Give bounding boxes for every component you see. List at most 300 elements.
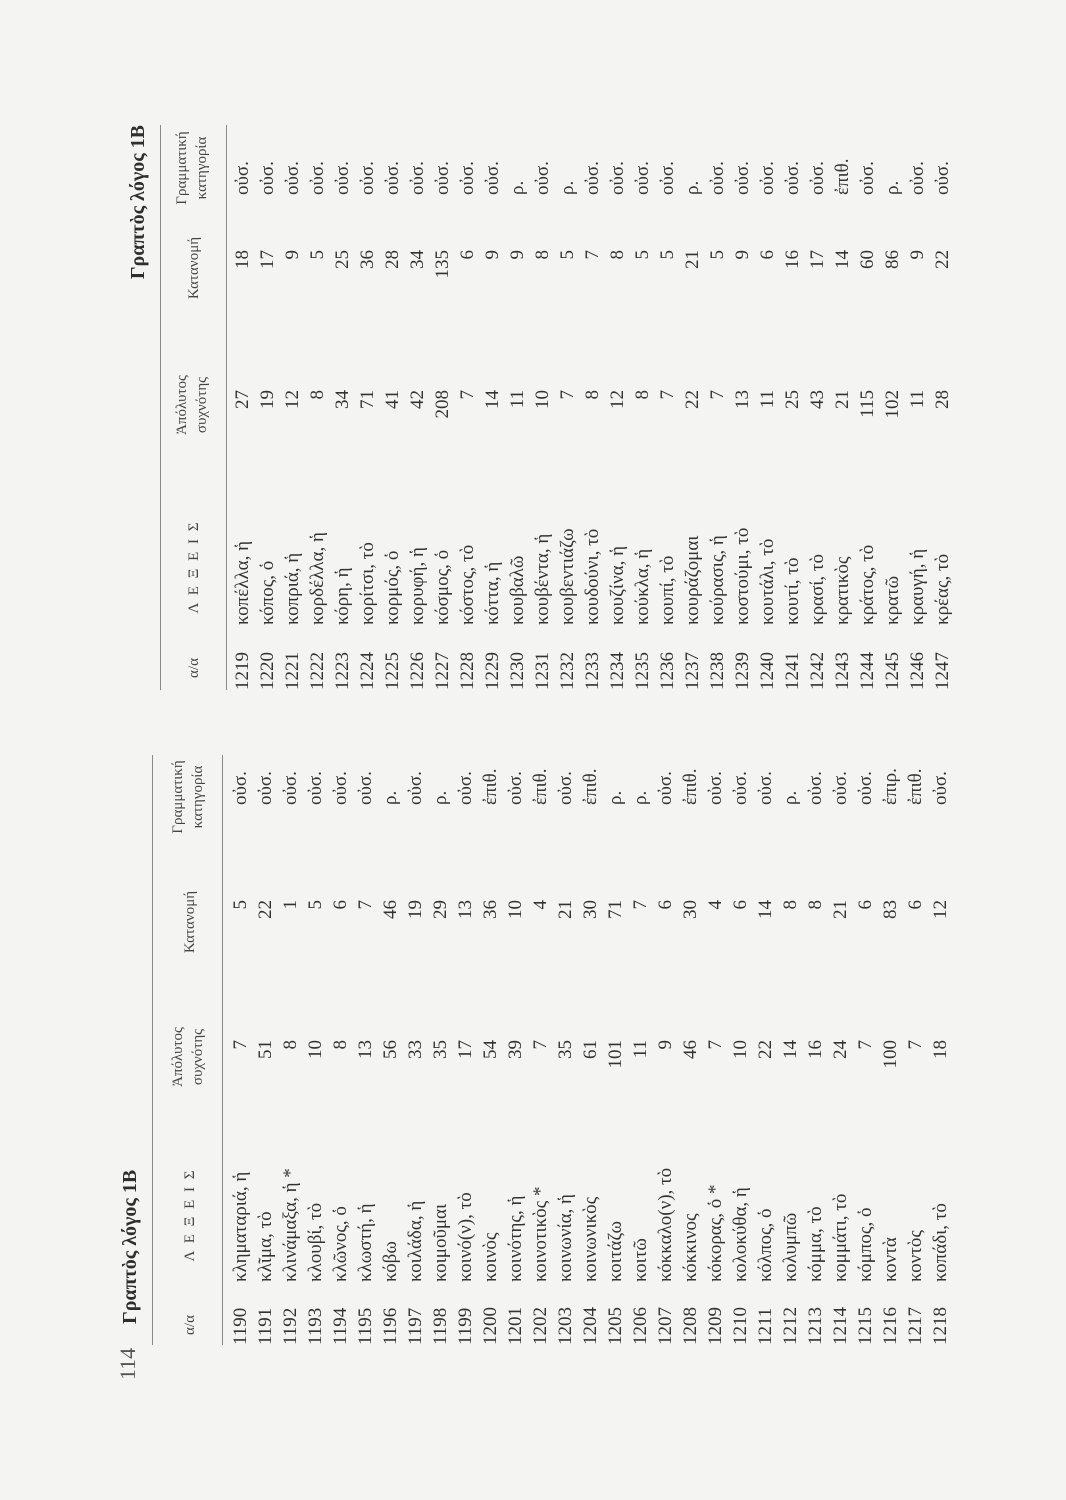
row-frequency: 8: [307, 390, 328, 400]
row-distribution: 9: [482, 250, 503, 260]
row-frequency: 208: [432, 390, 453, 419]
row-frequency: 56: [380, 1040, 401, 1059]
row-word: κόμπος, ὁ: [855, 1207, 876, 1282]
column-header-category-line2: κατηγορία: [194, 136, 210, 200]
row-category: οὐσ.: [632, 161, 653, 195]
table-row: [353, 755, 378, 1345]
row-category: οὐσ.: [730, 771, 751, 805]
row-frequency: 27: [232, 390, 253, 409]
row-category: ρ.: [605, 790, 626, 805]
row-frequency: 11: [757, 390, 778, 409]
row-index: 1225: [382, 652, 403, 690]
row-frequency: 7: [230, 1040, 251, 1050]
row-word: κόσμος, ὁ: [432, 549, 453, 625]
row-index: 1245: [882, 652, 903, 690]
row-category: ἐπιθ.: [580, 768, 601, 805]
page-number: 114: [115, 1347, 140, 1380]
row-distribution: 6: [757, 250, 778, 260]
column-header-category-line1: Γραμματική: [170, 760, 186, 834]
row-word: κολυμπῶ: [780, 1212, 801, 1282]
row-category: οὐσ.: [330, 771, 351, 805]
row-distribution: 18: [232, 250, 253, 269]
row-frequency: 7: [530, 1040, 551, 1050]
row-index: 1198: [430, 1307, 451, 1345]
column-header-category-line2: κατηγορία: [190, 765, 206, 829]
row-category: οὐσ.: [280, 771, 301, 805]
table-body: [228, 755, 953, 1345]
word-frequency-table-left: [0, 755, 1066, 1345]
row-category: οὐσ.: [857, 161, 878, 195]
row-frequency: 7: [905, 1040, 926, 1050]
row-category: οὐσ.: [405, 771, 426, 805]
row-word: κουβεντιάζω: [557, 528, 578, 625]
row-index: 1201: [505, 1307, 526, 1345]
row-word: κλῖμα, τὸ: [255, 1211, 276, 1282]
row-frequency: 24: [830, 1040, 851, 1059]
table-row: [578, 755, 603, 1345]
table-row: [878, 755, 903, 1345]
table-row: [305, 125, 330, 690]
row-word: κοπέλλα, ἡ: [232, 540, 253, 625]
row-index: 1241: [782, 652, 803, 690]
row-index: 1235: [632, 652, 653, 690]
row-word: κουβαλῶ: [507, 555, 528, 625]
row-distribution: 8: [805, 900, 826, 910]
row-category: οὐσ.: [705, 771, 726, 805]
row-index: 1209: [705, 1307, 726, 1345]
row-frequency: 7: [707, 390, 728, 400]
table-row: [230, 125, 255, 690]
row-frequency: 39: [505, 1040, 526, 1059]
row-category: οὐσ.: [707, 161, 728, 195]
row-index: 1210: [730, 1307, 751, 1345]
row-word: κόττα, ἡ: [482, 561, 503, 625]
row-word: κουπί, τὸ: [657, 555, 678, 625]
row-category: οὐσ.: [932, 161, 953, 195]
row-distribution: 21: [555, 900, 576, 919]
row-index: 1212: [780, 1307, 801, 1345]
row-frequency: 61: [580, 1040, 601, 1059]
table-row: [728, 755, 753, 1345]
table-row: [555, 125, 580, 690]
table-row: [880, 125, 905, 690]
row-index: 1205: [605, 1307, 626, 1345]
row-index: 1213: [805, 1307, 826, 1345]
row-frequency: 102: [882, 390, 903, 419]
row-index: 1193: [305, 1307, 326, 1345]
table-row: [303, 755, 328, 1345]
row-word: κόρη, ἡ: [332, 567, 353, 625]
running-head-right: Γραπτὸς λόγος 1Β: [127, 125, 149, 280]
row-category: οὐσ.: [907, 161, 928, 195]
table-row: [780, 125, 805, 690]
row-frequency: 8: [582, 390, 603, 400]
row-word: κληματαριά, ἡ: [230, 1171, 251, 1282]
table-row: [753, 755, 778, 1345]
column-header-words: Λ Ε Ξ Ε Ι Σ: [186, 520, 202, 614]
row-word: κουζίνα, ἡ: [607, 545, 628, 625]
row-frequency: 13: [732, 390, 753, 409]
row-distribution: 5: [657, 250, 678, 260]
row-category: οὐσ.: [232, 161, 253, 195]
row-category: ἐπιθ.: [530, 768, 551, 805]
row-word: κοιτῶ: [630, 1238, 651, 1282]
row-frequency: 54: [480, 1040, 501, 1059]
row-index: 1216: [880, 1307, 901, 1345]
row-distribution: 29: [430, 900, 451, 919]
row-index: 1229: [482, 652, 503, 690]
row-category: οὐσ.: [482, 161, 503, 195]
row-distribution: 22: [255, 900, 276, 919]
row-category: οὐσ.: [755, 771, 776, 805]
row-word: κορδέλλα, ἡ: [307, 532, 328, 625]
row-word: κοινότης, ἡ: [505, 1195, 526, 1282]
row-distribution: 1: [280, 900, 301, 910]
row-distribution: 21: [830, 900, 851, 919]
row-category: οὐσ.: [457, 161, 478, 195]
row-frequency: 8: [330, 1040, 351, 1050]
row-word: κολοκύθα, ἡ: [730, 1187, 751, 1282]
row-distribution: 83: [880, 900, 901, 919]
table-row: [828, 755, 853, 1345]
row-frequency: 42: [407, 390, 428, 409]
row-word: κόβω: [380, 1241, 401, 1282]
row-frequency: 10: [305, 1040, 326, 1059]
row-frequency: 100: [880, 1040, 901, 1069]
row-index: 1195: [355, 1307, 376, 1345]
row-frequency: 71: [357, 390, 378, 409]
row-word: κουδούνι, τὸ: [582, 528, 603, 625]
row-index: 1242: [807, 652, 828, 690]
row-index: 1226: [407, 652, 428, 690]
row-category: οὐσ.: [382, 161, 403, 195]
row-word: κλωστή, ἡ: [355, 1203, 376, 1282]
table-row: [453, 755, 478, 1345]
row-word: κόστος, τὸ: [457, 544, 478, 625]
row-category: οὐσ.: [657, 161, 678, 195]
table-row: [553, 755, 578, 1345]
row-word: κοπριά, ἡ: [282, 552, 303, 625]
row-frequency: 28: [932, 390, 953, 409]
row-category: οὐσ.: [282, 161, 303, 195]
table-row: [830, 125, 855, 690]
column-header-frequency: [168, 1027, 208, 1087]
row-category: οὐσ.: [805, 771, 826, 805]
row-frequency: 21: [832, 390, 853, 409]
table-row: [905, 125, 930, 690]
row-frequency: 11: [907, 390, 928, 409]
row-distribution: 6: [655, 900, 676, 910]
row-index: 1215: [855, 1307, 876, 1345]
column-header-frequency-line1: Ἀπόλυτος: [174, 375, 190, 435]
row-distribution: 6: [457, 250, 478, 260]
table-row: [705, 125, 730, 690]
row-distribution: 10: [505, 900, 526, 919]
row-distribution: 12: [930, 900, 951, 919]
row-index: 1231: [532, 652, 553, 690]
row-frequency: 35: [430, 1040, 451, 1059]
row-index: 1196: [380, 1307, 401, 1345]
row-frequency: 115: [857, 390, 878, 418]
row-category: οὐσ.: [255, 771, 276, 805]
row-category: οὐσ.: [807, 161, 828, 195]
column-header-category: [172, 131, 212, 204]
row-frequency: 8: [280, 1040, 301, 1050]
row-category: ἐπιθ.: [480, 768, 501, 805]
row-distribution: 5: [632, 250, 653, 260]
column-header-frequency-line1: Ἀπόλυτος: [170, 1027, 186, 1087]
row-word: κρατικὸς: [832, 556, 853, 625]
row-distribution: 13: [455, 900, 476, 919]
row-word: κοντὸς: [905, 1230, 926, 1282]
row-index: 1200: [480, 1307, 501, 1345]
row-index: 1224: [357, 652, 378, 690]
table-body: [230, 125, 955, 690]
row-distribution: 6: [330, 900, 351, 910]
row-category: ἐπιθ.: [832, 158, 853, 195]
row-distribution: 9: [907, 250, 928, 260]
row-distribution: 30: [580, 900, 601, 919]
row-category: ρ.: [682, 180, 703, 195]
row-frequency: 11: [507, 390, 528, 409]
row-frequency: 16: [805, 1040, 826, 1059]
table-row: [903, 755, 928, 1345]
table-row: [580, 125, 605, 690]
row-distribution: 36: [480, 900, 501, 919]
table-row: [455, 125, 480, 690]
row-distribution: 5: [307, 250, 328, 260]
row-word: κοπάδι, τὸ: [930, 1203, 951, 1282]
row-distribution: 17: [257, 250, 278, 269]
row-category: οὐσ.: [930, 771, 951, 805]
row-index: 1199: [455, 1307, 476, 1345]
row-distribution: 7: [630, 900, 651, 910]
table-row: [530, 125, 555, 690]
row-word: κράτος, τὸ: [857, 544, 878, 625]
row-category: ρ.: [507, 180, 528, 195]
table-row: [278, 755, 303, 1345]
table-row: [505, 125, 530, 690]
row-word: κοιλάδα, ἡ: [405, 1200, 426, 1282]
row-index: 1234: [607, 652, 628, 690]
row-distribution: 135: [432, 250, 453, 279]
row-frequency: 22: [755, 1040, 776, 1059]
row-frequency: 12: [607, 390, 628, 409]
row-category: οὐσ.: [505, 771, 526, 805]
row-index: 1230: [507, 652, 528, 690]
row-frequency: 19: [257, 390, 278, 409]
row-word: κλῶνος, ὁ: [330, 1206, 351, 1282]
row-word: κόλπος, ὁ: [755, 1208, 776, 1282]
table-row: [653, 755, 678, 1345]
row-index: 1244: [857, 652, 878, 690]
row-distribution: 6: [905, 900, 926, 910]
table-row: [703, 755, 728, 1345]
row-distribution: 71: [605, 900, 626, 919]
row-index: 1191: [255, 1307, 276, 1345]
row-distribution: 5: [305, 900, 326, 910]
row-category: οὐσ.: [455, 771, 476, 805]
column-header-frequency-line2: συχνότης: [190, 1028, 206, 1086]
table-row: [853, 755, 878, 1345]
row-distribution: 8: [532, 250, 553, 260]
row-frequency: 14: [780, 1040, 801, 1059]
table-row: [755, 125, 780, 690]
row-word: κούρασις, ἡ: [707, 535, 728, 625]
row-word: κούκλα, ἡ: [632, 548, 653, 625]
column-header-words: Λ Ε Ξ Ε Ι Σ: [182, 1168, 198, 1262]
row-distribution: 6: [730, 900, 751, 910]
table-row: [603, 755, 628, 1345]
row-category: οὐσ.: [407, 161, 428, 195]
row-index: 1247: [932, 652, 953, 690]
row-frequency: 22: [682, 390, 703, 409]
row-index: 1240: [757, 652, 778, 690]
row-category: οὐσ.: [230, 771, 251, 805]
row-index: 1228: [457, 652, 478, 690]
row-category: οὐσ.: [555, 771, 576, 805]
row-word: κραυγή, ἡ: [907, 548, 928, 625]
row-distribution: 7: [582, 250, 603, 260]
column-header-distribution: Κατανομή: [186, 236, 202, 300]
row-distribution: 8: [780, 900, 801, 910]
row-word: κοινοτικὸς *: [530, 1186, 551, 1282]
word-frequency-table-right: [0, 125, 1066, 690]
row-index: 1239: [732, 652, 753, 690]
row-frequency: 9: [655, 1040, 676, 1050]
table-row: [805, 125, 830, 690]
row-word: κοιμοῦμαι: [430, 1203, 451, 1282]
row-category: ἐπιθ.: [905, 768, 926, 805]
row-distribution: 86: [882, 250, 903, 269]
table-row: [378, 755, 403, 1345]
table-row: [355, 125, 380, 690]
row-word: κουβέντα, ἡ: [532, 533, 553, 625]
row-frequency: 13: [355, 1040, 376, 1059]
row-frequency: 41: [382, 390, 403, 409]
table-row: [528, 755, 553, 1345]
table-row: [428, 755, 453, 1345]
row-index: 1222: [307, 652, 328, 690]
row-word: κορίτσι, τὸ: [357, 542, 378, 625]
row-frequency: 7: [855, 1040, 876, 1050]
row-word: κοινό(ν), τὸ: [455, 1192, 476, 1282]
row-distribution: 22: [932, 250, 953, 269]
table-row: [328, 755, 353, 1345]
row-category: ρ.: [630, 790, 651, 805]
row-frequency: 12: [282, 390, 303, 409]
row-frequency: 14: [482, 390, 503, 409]
column-header-index: α/α: [186, 658, 202, 678]
row-index: 1223: [332, 652, 353, 690]
row-frequency: 11: [630, 1040, 651, 1059]
row-index: 1214: [830, 1307, 851, 1345]
row-word: κοστούμι, τὸ: [732, 527, 753, 625]
table-row: [255, 125, 280, 690]
row-index: 1233: [582, 652, 603, 690]
row-category: ἐπιρ.: [880, 768, 901, 805]
row-word: κλινάμαξα, ἡ *: [280, 1168, 301, 1282]
row-frequency: 7: [457, 390, 478, 400]
row-distribution: 34: [407, 250, 428, 269]
column-header-category-line1: Γραμματική: [174, 131, 190, 205]
row-index: 1218: [930, 1307, 951, 1345]
table-row: [778, 755, 803, 1345]
row-distribution: 5: [230, 900, 251, 910]
row-category: οὐσ.: [655, 771, 676, 805]
row-word: κοινὸς: [480, 1232, 501, 1282]
table-row: [380, 125, 405, 690]
row-word: κόπος, ὁ: [257, 560, 278, 625]
table-row: [330, 125, 355, 690]
row-word: κόκκινος: [680, 1213, 701, 1282]
table-row: [928, 755, 953, 1345]
row-frequency: 7: [657, 390, 678, 400]
row-category: ρ.: [557, 180, 578, 195]
row-category: οὐσ.: [355, 771, 376, 805]
row-distribution: 28: [382, 250, 403, 269]
row-category: ἐπιθ.: [680, 768, 701, 805]
row-word: κόμμα, τὸ: [805, 1206, 826, 1282]
row-category: οὐσ.: [357, 161, 378, 195]
row-index: 1220: [257, 652, 278, 690]
row-distribution: 30: [680, 900, 701, 919]
table-row: [678, 755, 703, 1345]
row-category: οὐσ.: [332, 161, 353, 195]
row-distribution: 21: [682, 250, 703, 269]
table-row: [803, 755, 828, 1345]
row-category: οὐσ.: [305, 771, 326, 805]
row-word: κουτάλι, τὸ: [757, 538, 778, 625]
column-header-frequency: [172, 375, 212, 435]
row-word: κρατῶ: [882, 575, 903, 625]
column-header-index: α/α: [182, 1315, 198, 1335]
row-frequency: 10: [532, 390, 553, 409]
row-category: οὐσ.: [607, 161, 628, 195]
table-row: [280, 125, 305, 690]
row-distribution: 60: [857, 250, 878, 269]
row-distribution: 4: [705, 900, 726, 910]
row-frequency: 7: [557, 390, 578, 400]
row-index: 1194: [330, 1307, 351, 1345]
row-index: 1203: [555, 1307, 576, 1345]
row-category: οὐσ.: [830, 771, 851, 805]
table-row: [430, 125, 455, 690]
row-index: 1221: [282, 652, 303, 690]
row-frequency: 17: [455, 1040, 476, 1059]
row-frequency: 34: [332, 390, 353, 409]
row-word: κοντὰ: [880, 1237, 901, 1282]
row-index: 1207: [655, 1307, 676, 1345]
table-row: [680, 125, 705, 690]
table-row: [605, 125, 630, 690]
row-word: κοιτάζω: [605, 1220, 626, 1282]
row-category: οὐσ.: [757, 161, 778, 195]
row-index: 1232: [557, 652, 578, 690]
row-category: οὐσ.: [855, 771, 876, 805]
row-index: 1197: [405, 1307, 426, 1345]
row-word: κουτί, τὸ: [782, 557, 803, 625]
row-frequency: 10: [730, 1040, 751, 1059]
row-frequency: 51: [255, 1040, 276, 1059]
table-row: [503, 755, 528, 1345]
table-row: [930, 125, 955, 690]
row-distribution: 25: [332, 250, 353, 269]
row-word: κορυφή, ἡ: [407, 547, 428, 625]
row-index: 1211: [755, 1307, 776, 1345]
row-index: 1192: [280, 1307, 301, 1345]
row-index: 1238: [707, 652, 728, 690]
